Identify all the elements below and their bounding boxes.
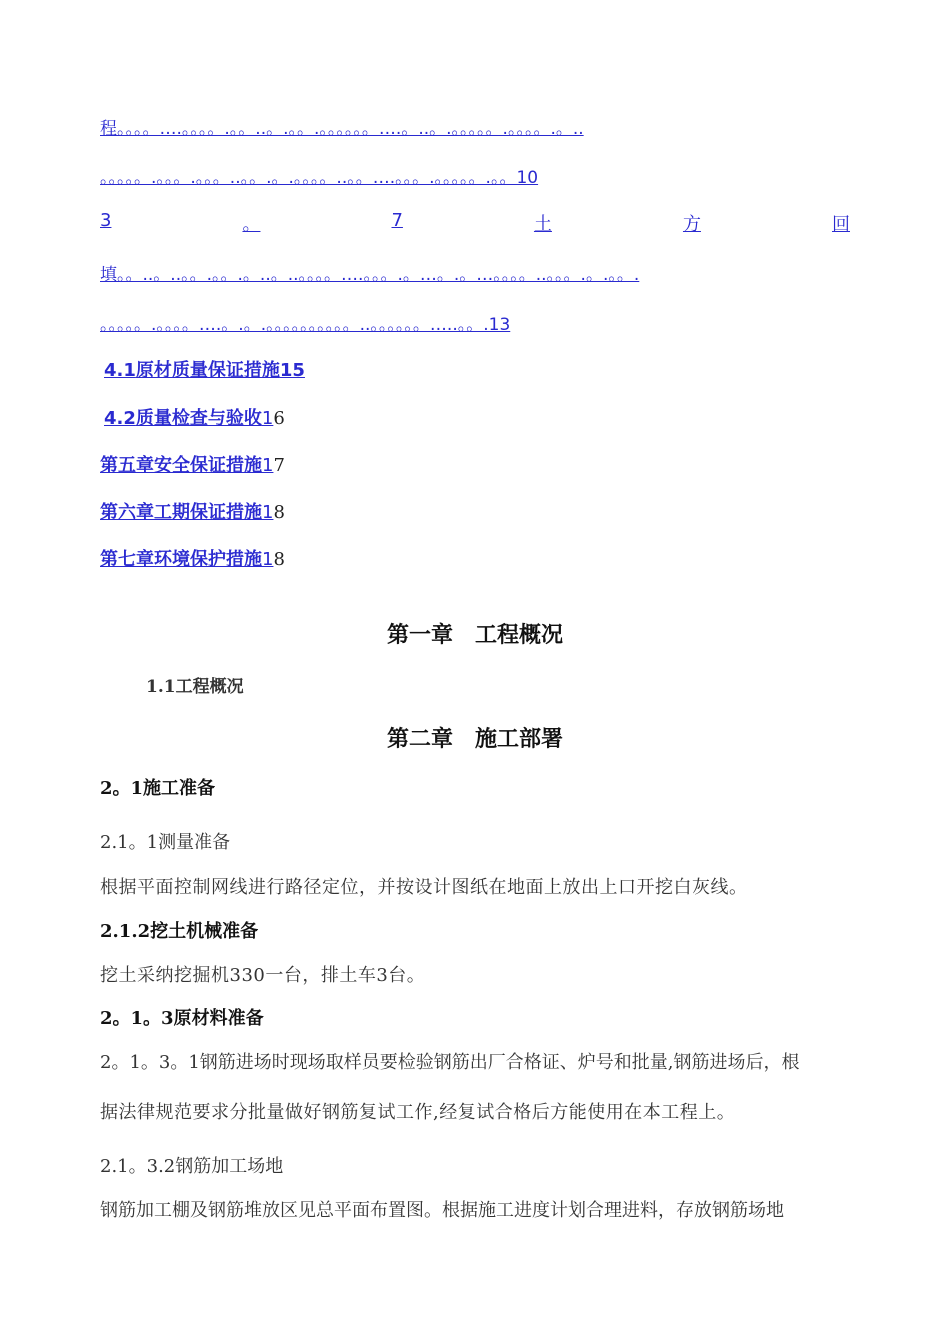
toc-chapter-page-suffix: 8 (273, 502, 285, 523)
chapter-2-heading: 第二章 施工部署 (386, 726, 563, 752)
toc-line-3-part: 。 (242, 214, 261, 235)
toc-item-title: 质量检查与验收 (135, 408, 262, 429)
toc-chapter-7[interactable] (100, 545, 285, 571)
toc-line-3-part: 回 (831, 214, 850, 235)
toc-line-3-part: 3 (100, 210, 112, 231)
toc-line-3-part: 土 (533, 214, 552, 235)
toc-chapter-page: 1 (262, 549, 274, 570)
toc-chapter-title: 第七章环境保护措施 (100, 549, 262, 570)
section-2-1-heading: 2。1施工准备 (100, 778, 216, 799)
section-2-1-3-heading: 2。1。3原材料准备 (100, 1008, 264, 1029)
toc-item-page: 1 (261, 408, 274, 429)
toc-chapter-title: 第五章安全保证措施 (100, 455, 262, 476)
toc-line-3-part: 7 (391, 210, 403, 231)
paragraph: 挖土采纳挖掘机330一台，排土车3台。 (100, 965, 426, 986)
toc-item-4-2[interactable] (104, 404, 285, 430)
section-2-1-3-2-heading: 2.1。3.2钢筋加工场地 (100, 1156, 284, 1177)
toc-line-2[interactable]: 。。。。。.。。。.。。。..。。.。.。。。。..。。….。。。.。。。。。.。。10 (100, 168, 539, 188)
toc-chapter-page-suffix: 7 (273, 455, 285, 476)
toc-item-page-suffix: 6 (273, 408, 285, 429)
paragraph: 钢筋加工棚及钢筋堆放区见总平面布置图。根据施工进度计划合理进料，存放钢筋场地 (100, 1200, 784, 1221)
toc-chapter-5[interactable] (100, 451, 285, 477)
paragraph: 根据平面控制网线进行路径定位，并按设计图纸在地面上放出上口开挖白灰线。 (100, 877, 748, 898)
toc-line-5[interactable]: 。。。。。.。。。。….。.。.。。。。。。。。。。..。。。。。。…..。。.13 (100, 315, 511, 335)
toc-item-page: 15 (279, 360, 305, 381)
toc-item-4-1[interactable] (104, 356, 305, 382)
toc-chapter-6[interactable] (100, 498, 285, 524)
toc-line-1[interactable]: 程。。。。….。。。。.。。..。.。。.。。。。。。….。..。.。。。。。.。。。。.。.. (100, 119, 584, 139)
toc-chapter-page: 1 (262, 502, 274, 523)
toc-item-number: 4.1 (104, 360, 136, 381)
toc-item-number: 4.2 (104, 408, 136, 429)
toc-line-3-part: 方 (682, 214, 701, 235)
toc-item-title: 原材质量保证措施 (135, 360, 280, 381)
section-2-1-1-heading: 2.1。1测量准备 (100, 832, 231, 853)
paragraph: 2。1。3。1钢筋进场时现场取样员要检验钢筋出厂合格证、炉号和批量,钢筋进场后，根 (100, 1052, 800, 1073)
toc-chapter-page: 1 (262, 455, 274, 476)
toc-line-4[interactable]: 填。。..。..。。.。。.。..。..。。。。….。。。.。…。.。…。。。。..。。。.。.。。. (100, 265, 640, 285)
chapter-1-heading: 第一章 工程概况 (386, 622, 563, 648)
toc-chapter-page-suffix: 8 (273, 549, 285, 570)
toc-line-3[interactable] (100, 210, 850, 236)
section-2-1-2-heading: 2.1.2挖土机械准备 (100, 921, 259, 942)
toc-chapter-title: 第六章工期保证措施 (100, 502, 262, 523)
paragraph: 据法律规范要求分批量做好钢筋复试工作,经复试合格后方能使用在本工程上。 (100, 1102, 736, 1123)
section-1-1-heading: 1.1工程概况 (146, 677, 244, 697)
